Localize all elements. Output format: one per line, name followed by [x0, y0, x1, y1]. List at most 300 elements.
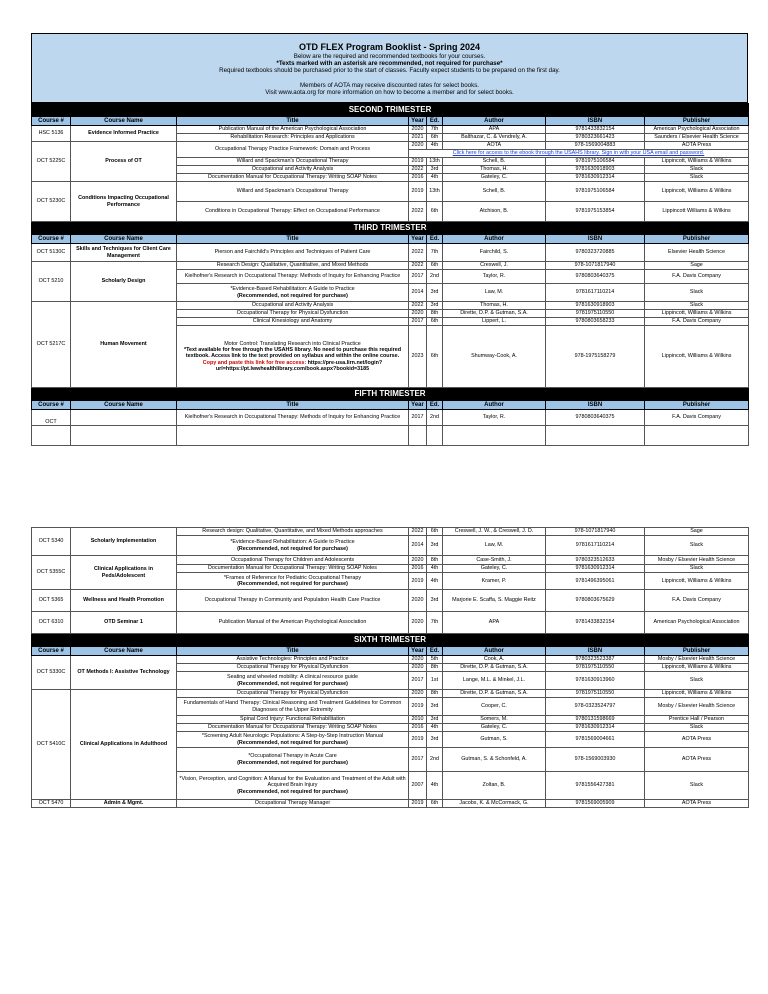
table-row — [32, 410, 749, 426]
page-break-gap — [31, 454, 748, 526]
book-year: 2020 — [409, 656, 427, 664]
book-isbn: 9781630918903 — [546, 166, 645, 174]
book-publisher: Lippincott, Williams & Wilkins — [645, 326, 749, 388]
book-year: 2019 — [409, 800, 427, 808]
book-title: Rehabilitation Research: Principles and Applications — [177, 134, 409, 142]
book-edition: 3rd — [427, 302, 443, 310]
book-edition: 4th — [427, 142, 443, 150]
book-title: Research Design: Qualitative, Quantitative, and Mixed Methods — [177, 262, 409, 270]
book-publisher: F.A. Davis Company — [645, 590, 749, 612]
book-edition: 4th — [427, 174, 443, 182]
book-publisher: Slack — [645, 302, 749, 310]
table-row — [32, 612, 749, 634]
header-line-3: Required textbooks should be purchased prior to the start of classes. Faculty expect students to be prepared on the first day. — [219, 67, 560, 75]
book-edition: 6th — [427, 800, 443, 808]
col-ed: Ed. — [427, 235, 443, 244]
book-year: 2022 — [409, 244, 427, 262]
book-title: Documentation Manual for Occupational Therapy: Writing SOAP Notes — [177, 174, 409, 182]
course-number: OCT 5217C — [32, 302, 71, 388]
recommended-note: (Recommended, not required for purchase) — [237, 292, 348, 299]
book-edition: 13th — [427, 158, 443, 166]
col-name: Course Name — [71, 117, 177, 126]
book-edition: 8th — [427, 690, 443, 698]
col-isbn: ISBN — [546, 647, 645, 656]
header-line-2: *Texts marked with an asterisk are recommended, not required for purchase* — [276, 60, 503, 68]
course-number: OCT — [32, 410, 71, 426]
book-title: *Vision, Perception, and Cognition: A Manual for the Evaluation and Treatment of the Adult with Acquired Brain Injury — [179, 776, 406, 789]
table-row — [32, 142, 749, 150]
book-publisher: Elsevier Health Science — [645, 244, 749, 262]
book-author: Creswell, J. W., & Creswell, J. D. — [443, 528, 546, 536]
course-number: OCT 6310 — [32, 612, 71, 634]
book-year: 2020 — [409, 126, 427, 134]
col-name: Course Name — [71, 401, 177, 410]
book-year: 2022 — [409, 262, 427, 270]
course-name: Process of OT — [71, 142, 177, 182]
book-title: Publication Manual of the American Psychological Association — [177, 126, 409, 134]
col-name: Course Name — [71, 235, 177, 244]
book-isbn: 9780803640375 — [546, 410, 645, 426]
col-year: Year — [409, 401, 427, 410]
book-edition: 3rd — [427, 590, 443, 612]
col-name: Course Name — [71, 647, 177, 656]
column-header-row — [32, 401, 749, 410]
book-isbn: 978-1569004883 — [546, 142, 645, 150]
table-row — [32, 690, 749, 698]
book-isbn: 9781496395061 — [546, 573, 645, 590]
course-number: OCT 5410C — [32, 690, 71, 800]
book-edition: 7th — [427, 126, 443, 134]
book-title: Kielhofner's Research in Occupational Therapy: Methods of Inquiry for Enhancing Practice — [177, 270, 409, 284]
course-name: Skills and Techniques for Client Care Management — [71, 244, 177, 262]
book-year: 2017 — [409, 748, 427, 772]
book-title: *Occupational Therapy in Acute Care — [248, 753, 337, 760]
col-author: Author — [443, 401, 546, 410]
book-year: 2007 — [409, 772, 427, 800]
book-edition: 4th — [427, 573, 443, 590]
book-year: 2022 — [409, 302, 427, 310]
col-author: Author — [443, 647, 546, 656]
col-course: Course # — [32, 647, 71, 656]
table-row — [32, 262, 749, 270]
book-author: Law, M. — [443, 284, 546, 302]
book-author: Cooper, C. — [443, 698, 546, 716]
booklist-table-2 — [31, 527, 749, 808]
book-author: Kramer, P. — [443, 573, 546, 590]
book-author: Taylor, R. — [443, 410, 546, 426]
book-author: Cook, A. — [443, 656, 546, 664]
course-number: OCT 5355C — [32, 556, 71, 590]
book-isbn: 9781630913960 — [546, 672, 645, 690]
book-publisher: American Psychological Association — [645, 612, 749, 634]
course-number: OCT 5225C — [32, 142, 71, 182]
course-name: Wellness and Health Promotion — [71, 590, 177, 612]
column-header-row — [32, 647, 749, 656]
col-publisher: Publisher — [645, 117, 749, 126]
book-author: Atchison, B. — [443, 202, 546, 222]
book-author: Dirette, D.P. & Gutman, S.A. — [443, 690, 546, 698]
book-isbn: 9781569004661 — [546, 732, 645, 748]
course-name: Scholarly Implementation — [71, 528, 177, 556]
book-publisher: Lippincott Williams & Wilkins — [645, 202, 749, 222]
free-access-link[interactable]: https://pre-usa.lirn.net/login?url=https://pt.lwwhealthlibrary.com/book.aspx?bookid=3185 — [215, 359, 383, 372]
book-isbn: 9780323720885 — [546, 244, 645, 262]
book-year: 2016 — [409, 724, 427, 732]
book-title: Pierson and Fairchild's Principles and Techniques of Patient Care — [177, 244, 409, 262]
recommended-note: (Recommended, not required for purchase) — [237, 788, 348, 795]
table-row — [32, 126, 749, 134]
book-year: 2019 — [409, 698, 427, 716]
book-publisher: AOTA Press — [645, 800, 749, 808]
recommended-note: (Recommended, not required for purchase) — [237, 545, 348, 552]
book-title: Occupational Therapy for Physical Dysfunction — [177, 690, 409, 698]
book-author: AOTA — [443, 142, 546, 150]
col-isbn: ISBN — [546, 235, 645, 244]
booklist-header — [31, 33, 748, 103]
book-author: Balthazar, C. & Vendrely, A. — [443, 134, 546, 142]
book-author: Dirette, D.P. & Gutman, S.A. — [443, 310, 546, 318]
book-edition: 3rd — [427, 716, 443, 724]
book-publisher: Lippincott, Williams & Wilkins — [645, 182, 749, 202]
book-title: Occupational and Activity Analysis — [177, 166, 409, 174]
book-year: 2017 — [409, 270, 427, 284]
book-isbn: 978-1975158279 — [546, 326, 645, 388]
book-title: Fundamentals of Hand Therapy: Clinical Reasoning and Treatment Guidelines for Common Diagnoses of the Upper Extremity — [177, 698, 409, 716]
book-author: Marjorie E. Scaffa, S. Maggie Reitz — [443, 590, 546, 612]
book-title: *Evidence-Based Rehabilitation: A Guide to Practice — [230, 539, 355, 546]
book-isbn: 9781617110214 — [546, 284, 645, 302]
book-title: Motor Control: Translating Research into Clinical Practice — [224, 340, 361, 347]
col-publisher: Publisher — [645, 647, 749, 656]
book-year: 2019 — [409, 573, 427, 590]
book-isbn: 9780323512633 — [546, 556, 645, 565]
book-publisher: American Psychological Association — [645, 126, 749, 134]
book-publisher: Slack — [645, 536, 749, 556]
book-isbn: 9780323523387 — [546, 656, 645, 664]
book-author: Gutman, S. — [443, 732, 546, 748]
book-isbn: 9780803640375 — [546, 270, 645, 284]
book-author: Gateley, C. — [443, 724, 546, 732]
book-edition: 5th — [427, 656, 443, 664]
book-publisher: Saunders / Elsevier Health Science — [645, 134, 749, 142]
book-title: *Frames of Reference for Pediatric Occupational Therapy — [223, 574, 362, 581]
course-number: OCT 5330C — [32, 656, 71, 690]
recommended-note: (Recommended, not required for purchase) — [237, 581, 348, 587]
book-year: 2016 — [409, 565, 427, 573]
third-trimester-heading: THIRD TRIMESTER — [32, 222, 749, 235]
book-author: Gateley, C. — [443, 565, 546, 573]
book-edition: 7th — [427, 244, 443, 262]
course-number: OCT 5340 — [32, 528, 71, 556]
book-author: Taylor, R. — [443, 270, 546, 284]
book-year: 2014 — [409, 284, 427, 302]
book-year: 2010 — [409, 716, 427, 724]
course-number: OCT 5470 — [32, 800, 71, 808]
course-name: Admin & Mgmt. — [71, 800, 177, 808]
booklist-table-1 — [31, 103, 749, 446]
book-year: 2020 — [409, 664, 427, 672]
book-edition: 4th — [427, 565, 443, 573]
book-edition: 8th — [427, 310, 443, 318]
book-isbn: 9780131598669 — [546, 716, 645, 724]
book-edition: 6th — [427, 528, 443, 536]
table-row — [32, 800, 749, 808]
col-ed: Ed. — [427, 117, 443, 126]
recommended-note: (Recommended, not required for purchase) — [237, 680, 348, 687]
book-isbn: 978-1569003930 — [546, 748, 645, 772]
book-publisher: F.A. Davis Company — [645, 410, 749, 426]
book-edition: 6th — [427, 262, 443, 270]
book-publisher: Slack — [645, 284, 749, 302]
book-edition: 13th — [427, 182, 443, 202]
book-year: 2020 — [409, 310, 427, 318]
book-isbn: 9781433832154 — [546, 126, 645, 134]
second-trimester-heading: SECOND TRIMESTER — [32, 104, 749, 117]
book-isbn: 9781975110550 — [546, 310, 645, 318]
book-title: Occupational Therapy for Physical Dysfunction — [177, 310, 409, 318]
col-ed: Ed. — [427, 401, 443, 410]
book-edition: 4th — [427, 724, 443, 732]
recommended-note: (Recommended, not required for purchase) — [237, 759, 348, 766]
book-edition: 3rd — [427, 732, 443, 748]
book-year: 2017 — [409, 410, 427, 426]
book-author: Shumway-Cook, A. — [443, 326, 546, 388]
course-name: Human Movement — [71, 302, 177, 388]
book-publisher: Sage — [645, 528, 749, 536]
book-isbn: 978-1071817940 — [546, 262, 645, 270]
book-year: 2020 — [409, 590, 427, 612]
col-course: Course # — [32, 401, 71, 410]
book-title: Research design: Qualitative, Quantitative, and Mixed Methods approaches — [177, 528, 409, 536]
book-publisher: F.A. Davis Company — [645, 318, 749, 326]
course-name: Clinical Applications in Adulthood — [71, 690, 177, 800]
table-row — [32, 528, 749, 536]
book-year: 2020 — [409, 690, 427, 698]
booklist-page-1 — [31, 33, 748, 446]
book-edition: 6th — [427, 326, 443, 388]
table-row — [32, 590, 749, 612]
book-publisher: Mosby / Elsevier Health Science — [645, 656, 749, 664]
col-author: Author — [443, 117, 546, 126]
book-author: Zoltan, B. — [443, 772, 546, 800]
book-isbn: 9781569005909 — [546, 800, 645, 808]
book-title: *Screening Adult Neurologic Populations: A Step-by-Step Instruction Manual — [201, 733, 384, 740]
book-edition: 3rd — [427, 284, 443, 302]
col-publisher: Publisher — [645, 235, 749, 244]
book-edition: 6th — [427, 318, 443, 326]
free-access-note: *Text available for free through the USAHS library. No need to purchase this required textbook. Access link to the text provided on syllabus and within the online course. — [184, 347, 401, 360]
book-year: 2019 — [409, 158, 427, 166]
col-isbn: ISBN — [546, 117, 645, 126]
book-title: Willard and Spackman's Occupational Therapy — [177, 182, 409, 202]
col-course: Course # — [32, 235, 71, 244]
book-title: Occupational Therapy for Children and Adolescents — [177, 556, 409, 565]
book-title: Seating and wheeled mobility: A clinical resource guide — [227, 674, 358, 681]
link-label: Copy and paste this link for free access: — [202, 359, 307, 366]
book-title: *Evidence-Based Rehabilitation: A Guide to Practice — [230, 286, 355, 293]
course-name: Scholarly Design — [71, 262, 177, 302]
book-year: 2022 — [409, 202, 427, 222]
book-publisher: Mosby / Elsevier Health Science — [645, 698, 749, 716]
header-line-4: Members of AOTA may receive discounted rates for select books. — [299, 81, 480, 89]
book-edition: 7th — [427, 612, 443, 634]
book-author: Schell, B. — [443, 158, 546, 166]
book-title: Documentation Manual for Occupational Therapy: Writing SOAP Notes — [177, 724, 409, 732]
column-header-row — [32, 117, 749, 126]
book-title: Publication Manual of the American Psychological Association — [177, 612, 409, 634]
book-edition: 1st — [427, 672, 443, 690]
sixth-trimester-heading: SIXTH TRIMESTER — [32, 634, 749, 647]
col-ed: Ed. — [427, 647, 443, 656]
book-isbn: 9780323661423 — [546, 134, 645, 142]
book-author: Case-Smith, J. — [443, 556, 546, 565]
book-publisher: Sage — [645, 262, 749, 270]
course-name: OT Methods I: Assistive Technology — [71, 656, 177, 690]
book-isbn: 9780803658233 — [546, 318, 645, 326]
col-year: Year — [409, 117, 427, 126]
book-author: Thomas, H. — [443, 302, 546, 310]
book-publisher: Slack — [645, 672, 749, 690]
book-edition: 4th — [427, 772, 443, 800]
book-isbn: 978-0323524797 — [546, 698, 645, 716]
book-year: 2023 — [409, 326, 427, 388]
book-edition: 2nd — [427, 748, 443, 772]
book-isbn: 9781975110550 — [546, 690, 645, 698]
book-title: Clinical Kinesiology and Anatomy — [177, 318, 409, 326]
course-number: OCT 5230C — [32, 182, 71, 222]
col-year: Year — [409, 647, 427, 656]
book-publisher: AOTA Press — [645, 748, 749, 772]
booklist-title: OTD FLEX Program Booklist - Spring 2024 — [298, 42, 481, 52]
table-row — [32, 302, 749, 310]
book-publisher: F.A. Davis Company — [645, 270, 749, 284]
book-year: 2016 — [409, 174, 427, 182]
header-line-5: Visit www.aota.org for more information on how to become a member and for select books. — [265, 88, 514, 96]
book-year: 2020 — [409, 142, 427, 150]
book-publisher: Slack — [645, 166, 749, 174]
book-edition: 2nd — [427, 410, 443, 426]
book-year: 2021 — [409, 134, 427, 142]
book-title: Occupational Therapy Manager — [177, 800, 409, 808]
course-number: HSC 5136 — [32, 126, 71, 142]
book-edition: 8th — [427, 556, 443, 565]
book-author: Gutman, S. & Schonfeld, A. — [443, 748, 546, 772]
book-publisher: Slack — [645, 772, 749, 800]
book-isbn: 9781617110214 — [546, 536, 645, 556]
book-isbn: 9781975110550 — [546, 664, 645, 672]
book-author: Dirette, D.P. & Gutman, S.A. — [443, 664, 546, 672]
book-author: Lange, M.L. & Minkel, J.L. — [443, 672, 546, 690]
table-row — [32, 656, 749, 664]
ebook-library-link[interactable]: Click here for access to the ebook through the USAHS library. Sign in with your USA email and password. — [409, 150, 749, 158]
book-author: Somers, M. — [443, 716, 546, 724]
fifth-trimester-heading: FIFTH TRIMESTER — [32, 388, 749, 401]
book-publisher: Slack — [645, 174, 749, 182]
book-publisher: AOTA Press — [645, 732, 749, 748]
course-name: Conditions Impacting Occupational Performance — [71, 182, 177, 222]
book-edition: 3rd — [427, 698, 443, 716]
book-publisher: Mosby / Elsevier Health Science — [645, 556, 749, 565]
book-author: Schell, B. — [443, 182, 546, 202]
book-author: Jacobs, K. & McCormack, G. — [443, 800, 546, 808]
book-isbn: 9781975106584 — [546, 182, 645, 202]
book-year: 2014 — [409, 536, 427, 556]
book-title: Spinal Cord Injury: Functional Rehabilitation — [177, 716, 409, 724]
book-title: Occupational and Activity Analysis — [177, 302, 409, 310]
book-title: Occupational Therapy in Community and Population Health Care Practice — [177, 590, 409, 612]
book-title: Documentation Manual for Occupational Therapy: Writing SOAP Notes — [177, 565, 409, 573]
book-author: APA — [443, 612, 546, 634]
book-isbn: 978-1071817940 — [546, 528, 645, 536]
course-name: Clinical Applications in Peds/Adolescent — [71, 556, 177, 590]
book-year: 2022 — [409, 528, 427, 536]
booklist-page-2 — [31, 527, 748, 808]
book-author: Thomas, H. — [443, 166, 546, 174]
book-title: Willard and Spackman's Occupational Therapy — [177, 158, 409, 166]
table-row — [32, 244, 749, 262]
book-author: APA — [443, 126, 546, 134]
book-title: Kielhofner's Research in Occupational Therapy: Methods of Inquiry for Enhancing Practice — [177, 410, 409, 426]
col-course: Course # — [32, 117, 71, 126]
book-edition: 6th — [427, 134, 443, 142]
book-title: Assistive Technologies: Principles and Practice — [177, 656, 409, 664]
book-edition: 8th — [427, 664, 443, 672]
col-publisher: Publisher — [645, 401, 749, 410]
book-title: Occupational Therapy for Physical Dysfunction — [177, 664, 409, 672]
book-publisher: Lippincott, Williams & Wilkins — [645, 310, 749, 318]
course-number: OCT 5130C — [32, 244, 71, 262]
col-title: Title — [177, 235, 409, 244]
col-title: Title — [177, 647, 409, 656]
book-title: Conditions in Occupational Therapy: Effect on Occupational Performance — [177, 202, 409, 222]
course-name: Evidence Informed Practice — [71, 126, 177, 142]
course-number: OCT 5210 — [32, 262, 71, 302]
book-year: 2020 — [409, 556, 427, 565]
book-year: 2022 — [409, 166, 427, 174]
book-isbn: 9781630918903 — [546, 302, 645, 310]
book-edition: 2nd — [427, 270, 443, 284]
book-author: Gateley, C. — [443, 174, 546, 182]
book-isbn: 9781556427381 — [546, 772, 645, 800]
recommended-note: (Recommended, not required for purchase) — [237, 739, 348, 746]
col-isbn: ISBN — [546, 401, 645, 410]
book-author: Fairchild, S. — [443, 244, 546, 262]
book-isbn: 9781975153854 — [546, 202, 645, 222]
column-header-row — [32, 235, 749, 244]
book-edition: 6th — [427, 202, 443, 222]
col-title: Title — [177, 401, 409, 410]
book-author: Creswell, J. — [443, 262, 546, 270]
book-edition: 3rd — [427, 166, 443, 174]
book-publisher: Slack — [645, 724, 749, 732]
book-author: Lippert, L. — [443, 318, 546, 326]
header-line-1: Below are the required and recommended textbooks for your courses. — [293, 53, 486, 60]
book-title: Occupational Therapy Practice Framework: Domain and Process — [177, 142, 409, 158]
book-isbn: 9781630912314 — [546, 174, 645, 182]
table-row — [32, 556, 749, 565]
book-publisher: Lippincott, Williams & Wilkins — [645, 664, 749, 672]
table-row — [32, 182, 749, 202]
book-publisher: Prentice Hall / Pearson — [645, 716, 749, 724]
book-isbn: 9781630912314 — [546, 565, 645, 573]
book-isbn: 9781630912314 — [546, 724, 645, 732]
course-name: OTD Seminar 1 — [71, 612, 177, 634]
book-author: Law, M. — [443, 536, 546, 556]
book-publisher: Slack — [645, 565, 749, 573]
col-year: Year — [409, 235, 427, 244]
book-year: 2019 — [409, 732, 427, 748]
course-number: OCT 5365 — [32, 590, 71, 612]
